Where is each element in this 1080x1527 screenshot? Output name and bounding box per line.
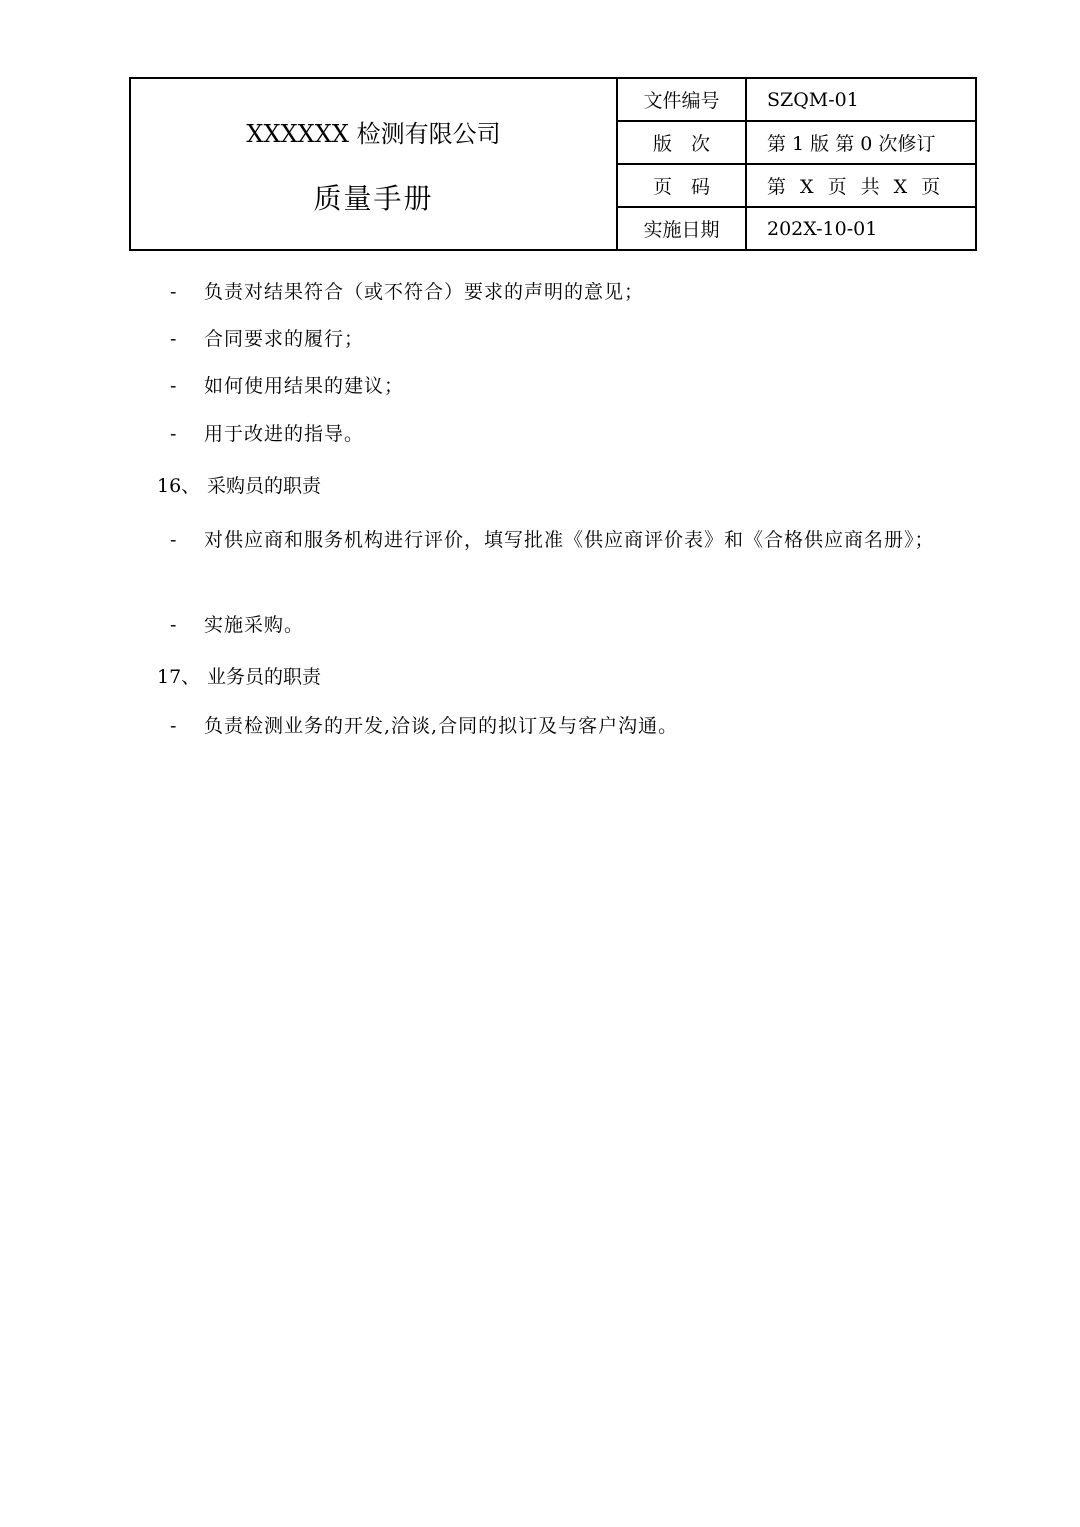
list-item [170, 275, 960, 309]
bullet-dash: - [170, 423, 177, 445]
list-item-text: 如何使用结果的建议； [204, 375, 405, 397]
section-number: 17、 [157, 666, 201, 688]
list-item-text: 负责对结果符合（或不符合）要求的声明的意见； [204, 281, 645, 303]
section-heading-16 [157, 469, 321, 503]
list-item [170, 608, 960, 642]
effective-date-value: 202X-10-01 [746, 207, 976, 250]
bullet-dash: - [170, 281, 177, 303]
page-label: 页 码 [617, 164, 746, 207]
bullet-dash: - [170, 715, 177, 737]
document-header-table [129, 77, 977, 251]
section-number: 16、 [157, 475, 201, 497]
company-title-cell [130, 78, 617, 250]
list-item [170, 417, 960, 451]
list-item-text: 用于改进的指导。 [204, 423, 365, 445]
bullet-dash: - [170, 328, 177, 350]
section-title: 业务员的职责 [207, 666, 322, 688]
effective-date-label: 实施日期 [617, 207, 746, 250]
list-item [170, 322, 960, 356]
bullet-dash: - [170, 375, 177, 397]
list-item-text: 对供应商和服务机构进行评价，填写批准《供应商评价表》和《合格供应商名册》； [204, 529, 935, 551]
list-item-text: 负责检测业务的开发,洽谈,合同的拟订及与客户沟通。 [204, 715, 679, 737]
doc-number-value: SZQM-01 [746, 78, 976, 121]
company-name: XXXXXX 检测有限公司 [246, 120, 501, 148]
edition-label: 版 次 [617, 121, 746, 164]
list-item [170, 709, 960, 743]
list-item [170, 369, 960, 403]
section-title: 采购员的职责 [207, 475, 322, 497]
list-item-text: 实施采购。 [204, 614, 305, 636]
bullet-dash: - [170, 529, 177, 551]
edition-value: 第 1 版 第 0 次修订 [746, 121, 976, 164]
page-value: 第 X 页 共 X 页 [746, 164, 976, 207]
list-item-text: 合同要求的履行； [204, 328, 365, 350]
document-title: 质量手册 [313, 182, 434, 215]
doc-number-label: 文件编号 [617, 78, 746, 121]
section-heading-17 [157, 660, 321, 694]
bullet-dash: - [170, 614, 177, 636]
list-item [170, 523, 960, 557]
